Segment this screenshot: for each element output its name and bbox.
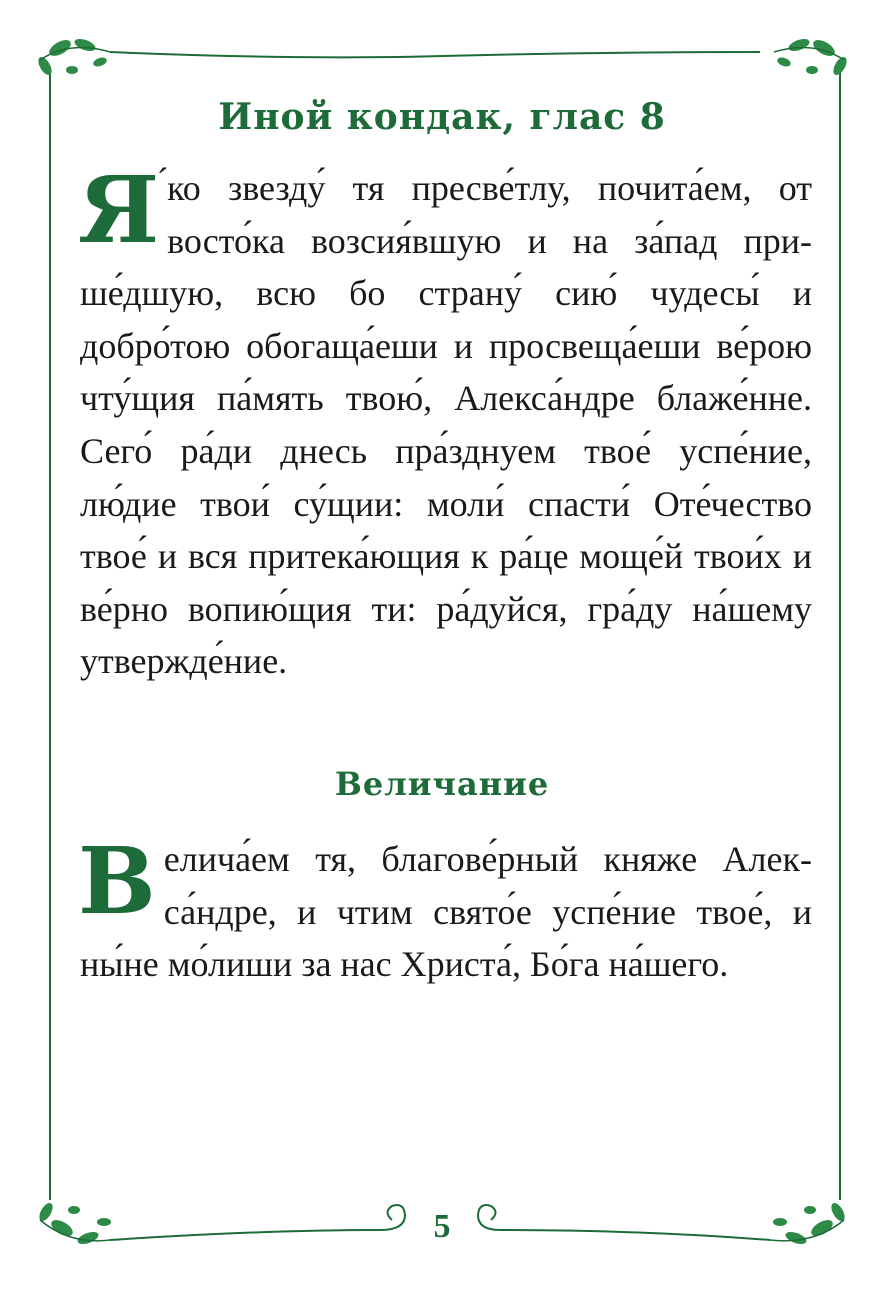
magnification-body: елича́ем тя, благове́рный княже Алекса́ндре, и чтим свято́е успе́ние твое́, и ны́не мо́лиши за нас Христа́, Бо́га на́шего. <box>80 839 812 985</box>
drop-cap-ve: В <box>78 827 156 935</box>
kontakion-body: ́ко звезду́ тя пресве́тлу, почита́ем, от восто́ка возсия́вшую и на за́пад прише́дшую, всю бо страну́ сию́ чудесы́ и добро́тою обогаща́еши и просвеща́еши ве́рою чту́щия па́мять твою́, Алекса́ндре блаже́нне. Сего́ ра́ди днесь пра́зднуем твое́ успе́ние, лю́дие твои́ су́щии: моли́ спасти́ Оте́чество твое́ и вся притека́ющия к ра́це моще́й твои́х и ве́рно вопию́щия ти: ра́дуйся, гра́ду на́шему утвержде́ние. <box>80 168 812 682</box>
kontakion-title: Иной кондак, глас 8 <box>218 96 666 138</box>
magnification-text <box>78 827 812 991</box>
magnification-title: Величание <box>334 765 550 803</box>
page-number: 5 <box>433 1208 451 1245</box>
kontakion-text <box>78 156 812 688</box>
drop-cap-ya: Я <box>78 156 160 264</box>
